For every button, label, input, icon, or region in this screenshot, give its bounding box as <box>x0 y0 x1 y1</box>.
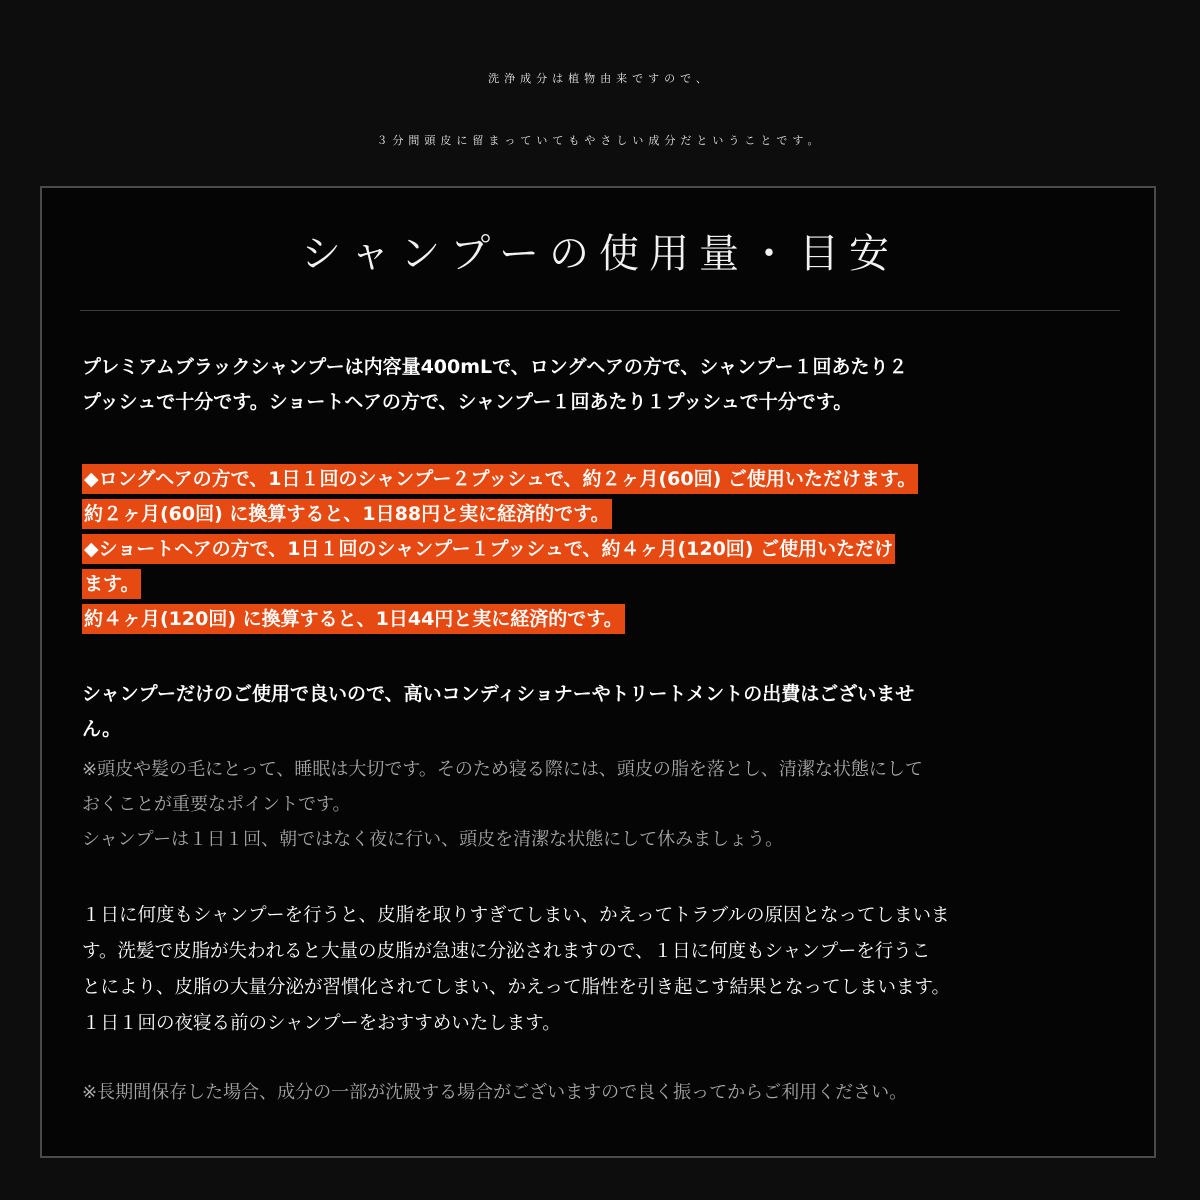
cost-paragraph <box>82 677 1122 747</box>
storage-footnote <box>82 1075 1122 1110</box>
frequency-line: す。洗髪で皮脂が失われると大量の皮脂が急速に分泌されますので、１日に何度もシャンプーを行うこ <box>82 941 931 962</box>
frequency-line: １日１回の夜寝る前のシャンプーをおすすめいたします。 <box>82 1013 561 1034</box>
heading-line-1: 洗浄成分は植物由来ですので、 <box>488 72 712 85</box>
note-line: ※頭皮や髪の毛にとって、睡眠は大切です。そのため寝る際には、頭皮の脂を落とし、清潔な状態にして <box>82 759 923 780</box>
intro-line: プッシュで十分です。ショートヘアの方で、シャンプー１回あたり１プッシュで十分です。 <box>82 391 853 413</box>
highlight-line: ◆ロングヘアの方で、1日１回のシャンプー２プッシュで、約２ヶ月(60回) ご使用いただけます。 <box>82 464 918 494</box>
page-heading <box>0 48 1200 172</box>
cost-line: シャンプーだけのご使用で良いので、高いコンディショナーやトリートメントの出費はございませ <box>82 683 915 705</box>
footnote-line: ※長期間保存した場合、成分の一部が沈殿する場合がございますので良く振ってからご利用ください。 <box>82 1082 908 1103</box>
frequency-paragraph <box>82 898 1122 1042</box>
cost-line: ん。 <box>82 718 122 740</box>
highlight-line: 約４ヶ月(120回) に換算すると、1日44円と実に経済的です。 <box>82 604 625 634</box>
frequency-line: １日に何度もシャンプーを行うと、皮脂を取りすぎてしまい、かえってトラブルの原因となってしまいま <box>82 905 950 926</box>
intro-line: プレミアムブラックシャンプーは内容量400mLで、ロングヘアの方で、シャンプー１回あたり２ <box>82 356 908 378</box>
title-divider <box>80 310 1120 311</box>
highlight-block <box>82 462 1122 637</box>
highlight-line: ◆ショートヘアの方で、1日１回のシャンプー１プッシュで、約４ヶ月(120回) ご使用いただけ <box>82 534 895 564</box>
heading-line-2: ３分間頭皮に留まっていてもやさしい成分だということです。 <box>376 134 824 147</box>
intro-paragraph <box>82 350 1122 420</box>
panel-title: シャンプーの使用量・目安 <box>301 231 899 277</box>
sleep-note <box>82 752 1122 857</box>
note-line: おくことが重要なポイントです。 <box>82 794 351 815</box>
note-line: シャンプーは１日１回、朝ではなく夜に行い、頭皮を清潔な状態にして休みましょう。 <box>82 829 784 850</box>
highlight-line: 約２ヶ月(60回) に換算すると、1日88円と実に経済的です。 <box>82 499 612 529</box>
frequency-line: とにより、皮脂の大量分泌が習慣化されてしまい、かえって脂性を引き起こす結果となってしまいます。 <box>82 977 951 998</box>
highlight-line: ます。 <box>82 569 141 599</box>
